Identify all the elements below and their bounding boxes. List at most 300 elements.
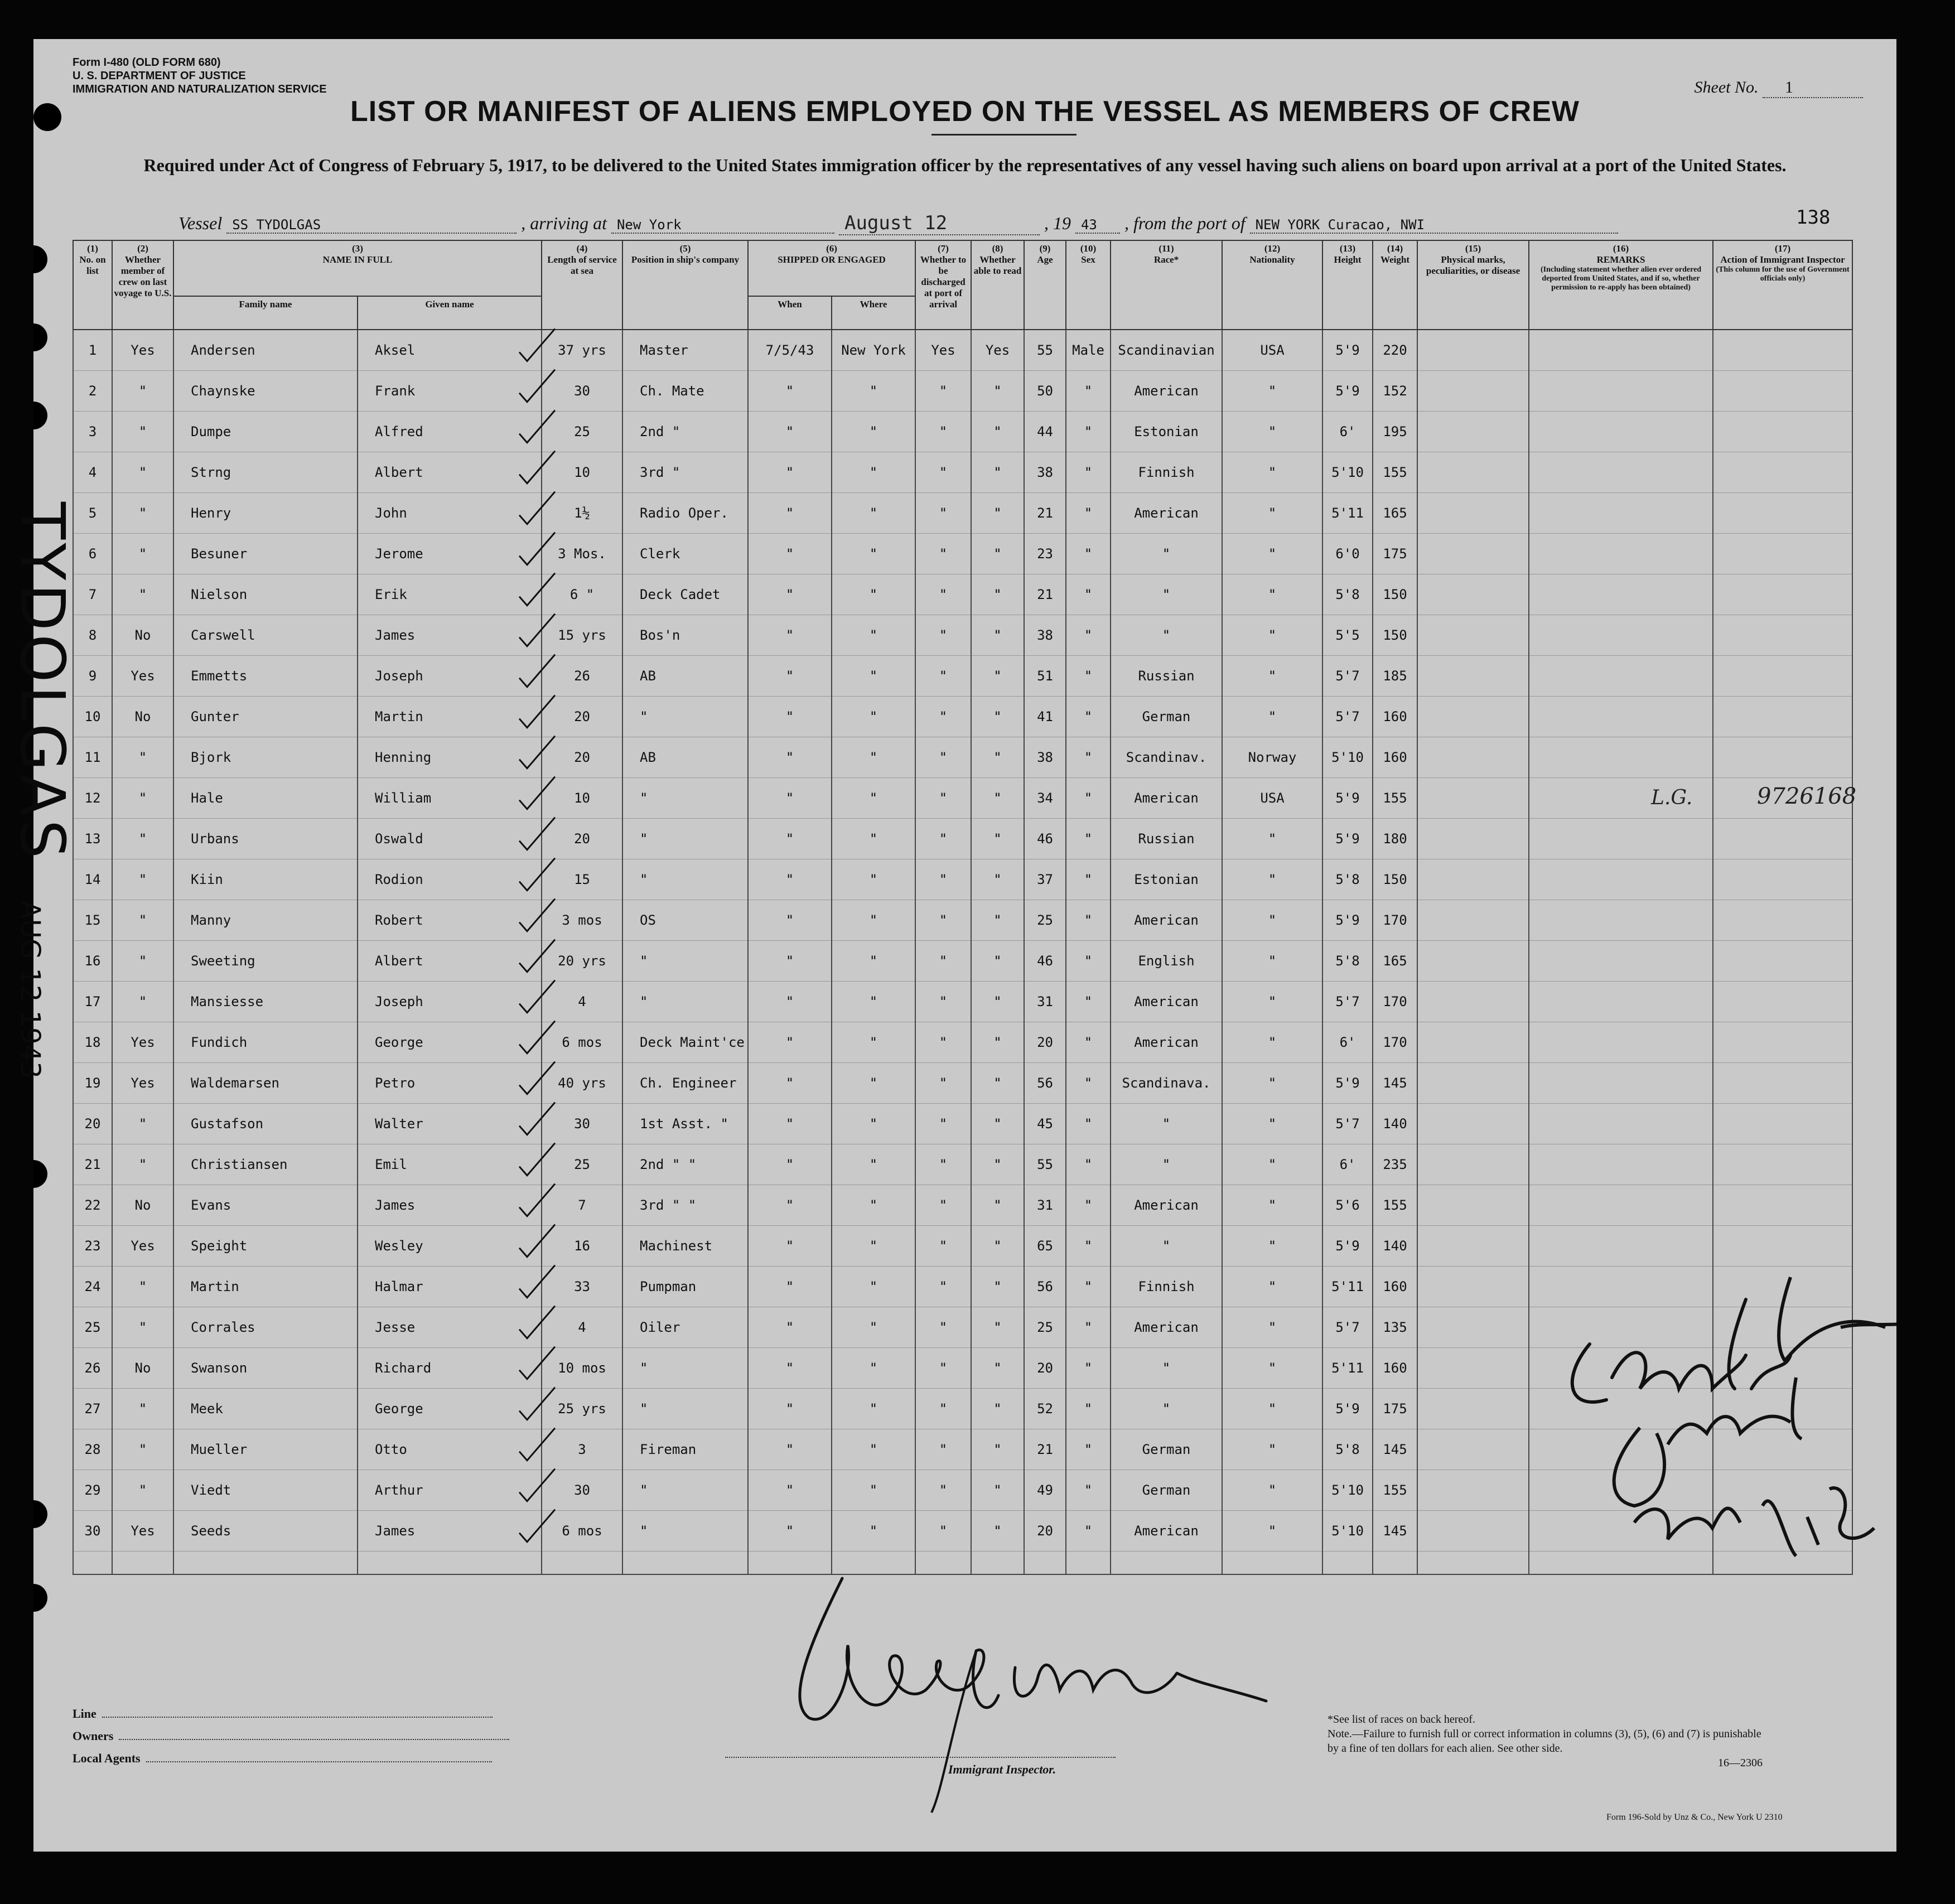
cell-race: " [1111, 574, 1222, 615]
cell-where: " [832, 452, 915, 493]
cell-when: " [748, 1185, 832, 1226]
cell-age: 38 [1024, 615, 1066, 656]
cell-when: " [748, 697, 832, 737]
cell-age: 25 [1024, 1307, 1066, 1348]
cell-discharged: " [915, 1267, 971, 1307]
cell-where: " [832, 697, 915, 737]
check-mark-icon [519, 858, 555, 891]
cell-discharged: " [915, 574, 971, 615]
cell-given-name: Halmar [358, 1267, 542, 1307]
cell-when: " [748, 1307, 832, 1348]
cell-race: Finnish [1111, 452, 1222, 493]
cell-last-voyage: Yes [112, 656, 173, 697]
cell-given-name: Jerome [358, 534, 542, 574]
check-mark-icon [519, 1388, 555, 1420]
cell-age: 21 [1024, 493, 1066, 534]
cell-where: " [832, 656, 915, 697]
cell-position: " [622, 778, 748, 819]
cell-race: American [1111, 1307, 1222, 1348]
cell-nationality: " [1222, 1104, 1322, 1144]
cell-family-name: Dumpe [173, 412, 358, 452]
cell-age: 52 [1024, 1389, 1066, 1429]
check-mark-icon [519, 573, 555, 606]
cell-discharged: " [915, 452, 971, 493]
cell-discharged: " [915, 656, 971, 697]
cell-weight: 150 [1373, 615, 1417, 656]
cell-service: 6 " [542, 574, 622, 615]
inspector-signature-line [725, 1757, 1116, 1758]
cell-service: 10 [542, 778, 622, 819]
cell-position: Bos'n [622, 615, 748, 656]
check-mark-icon [519, 328, 555, 361]
cell-height: 6' [1322, 1144, 1373, 1185]
cell-nationality: " [1222, 859, 1322, 900]
cell-when: " [748, 1226, 832, 1267]
cell-race: German [1111, 1470, 1222, 1511]
cell-service: 4 [542, 1307, 622, 1348]
cell-no: 28 [73, 1429, 112, 1470]
cell-race: German [1111, 1429, 1222, 1470]
cell-no: 26 [73, 1348, 112, 1389]
arrival-port: New York [611, 217, 834, 234]
cell-weight: 150 [1373, 859, 1417, 900]
cell-height: 5'6 [1322, 1185, 1373, 1226]
cell-nationality: " [1222, 1226, 1322, 1267]
cell-no: 27 [73, 1389, 112, 1429]
cell-height: 5'9 [1322, 900, 1373, 941]
cell-can-read: " [971, 941, 1024, 982]
check-mark-icon [519, 777, 555, 809]
cell-position: 2nd " [622, 412, 748, 452]
col-shipped-header: (6) SHIPPED OR ENGAGED [748, 240, 915, 296]
cell-last-voyage: Yes [112, 1063, 173, 1104]
col-age-header: (9) Age [1024, 240, 1066, 330]
cell-given-name: Oswald [358, 819, 542, 859]
cell-sex: " [1066, 615, 1111, 656]
cell-weight: 155 [1373, 778, 1417, 819]
cell-where: " [832, 1511, 915, 1552]
cell-when: " [748, 900, 832, 941]
cell-discharged: " [915, 1307, 971, 1348]
check-mark-icon [519, 695, 555, 728]
cell-nationality: " [1222, 1511, 1322, 1552]
cell-sex: " [1066, 1022, 1111, 1063]
cell-nationality: " [1222, 574, 1322, 615]
cell-position: " [622, 1348, 748, 1389]
check-mark-icon [519, 1469, 555, 1501]
cell-race: American [1111, 1511, 1222, 1552]
cell-where: " [832, 900, 915, 941]
cell-height: 5'7 [1322, 1307, 1373, 1348]
cell-height: 5'9 [1322, 330, 1373, 371]
cell-family-name: Seeds [173, 1511, 358, 1552]
cell-no: 20 [73, 1104, 112, 1144]
cell-discharged: " [915, 615, 971, 656]
cell-last-voyage: " [112, 1389, 173, 1429]
cell-last-voyage: Yes [112, 330, 173, 371]
cell-height: 5'7 [1322, 982, 1373, 1022]
cell-can-read: " [971, 1226, 1024, 1267]
col-when-header: When [748, 296, 832, 330]
cell-service: 20 [542, 697, 622, 737]
cell-nationality: " [1222, 615, 1322, 656]
cell-height: 5'9 [1322, 819, 1373, 859]
cell-service: 3 Mos. [542, 534, 622, 574]
cell-can-read: " [971, 1267, 1024, 1307]
cell-race: Scandinavian [1111, 330, 1222, 371]
cell-nationality: " [1222, 656, 1322, 697]
check-mark-icon [519, 980, 555, 1013]
cell-weight: 160 [1373, 697, 1417, 737]
cell-when: " [748, 1144, 832, 1185]
cell-no: 23 [73, 1226, 112, 1267]
cell-last-voyage: " [112, 1267, 173, 1307]
cell-last-voyage: No [112, 615, 173, 656]
vessel-stamp: TYDOLGAS [7, 502, 78, 862]
vessel-name: SS TYDOLGAS [226, 217, 516, 234]
cell-height: 5'10 [1322, 1511, 1373, 1552]
cell-can-read: " [971, 982, 1024, 1022]
cell-last-voyage: " [112, 1429, 173, 1470]
cell-weight: 180 [1373, 819, 1417, 859]
cell-no: 5 [73, 493, 112, 534]
cell-sex: " [1066, 1389, 1111, 1429]
cell-height: 5'9 [1322, 371, 1373, 412]
cell-given-name: John [358, 493, 542, 534]
cell-where: " [832, 982, 915, 1022]
cell-height: 5'5 [1322, 615, 1373, 656]
cell-nationality: " [1222, 412, 1322, 452]
cell-last-voyage: " [112, 737, 173, 778]
cell-nationality: " [1222, 493, 1322, 534]
cell-race: American [1111, 371, 1222, 412]
cell-where: " [832, 1063, 915, 1104]
cell-can-read: " [971, 1022, 1024, 1063]
cell-family-name: Swanson [173, 1348, 358, 1389]
cell-age: 21 [1024, 1429, 1066, 1470]
cell-sex: " [1066, 574, 1111, 615]
footnote: *See list of races on back hereof. Note.—Failure to furnish full or correct information in columns (3), (5), (6) and (7) is punishable by a fine of ten dollars for each alien. See other side. 16—2306 [1328, 1713, 1763, 1769]
cell-given-name: Richard [358, 1348, 542, 1389]
cell-height: 5'7 [1322, 697, 1373, 737]
cell-service: 20 [542, 737, 622, 778]
cell-family-name: Mueller [173, 1429, 358, 1470]
cell-last-voyage: " [112, 1104, 173, 1144]
cell-weight: 170 [1373, 900, 1417, 941]
cell-discharged: " [915, 778, 971, 819]
cell-discharged: " [915, 941, 971, 982]
cell-race: Scandinav. [1111, 737, 1222, 778]
cell-service: 16 [542, 1226, 622, 1267]
cell-last-voyage: Yes [112, 1226, 173, 1267]
cell-no: 10 [73, 697, 112, 737]
check-mark-icon [519, 818, 555, 850]
cell-given-name: Walter [358, 1104, 542, 1144]
cell-last-voyage: " [112, 941, 173, 982]
col-nationality-header: (12) Nationality [1222, 240, 1322, 330]
cell-age: 38 [1024, 452, 1066, 493]
cell-age: 46 [1024, 819, 1066, 859]
cell-service: 7 [542, 1185, 622, 1226]
cell-no: 14 [73, 859, 112, 900]
cell-discharged: " [915, 534, 971, 574]
cell-height: 6' [1322, 1022, 1373, 1063]
check-mark-icon [519, 1265, 555, 1298]
cell-family-name: Viedt [173, 1470, 358, 1511]
cell-height: 5'11 [1322, 1348, 1373, 1389]
cell-sex: " [1066, 859, 1111, 900]
cell-given-name: Albert [358, 452, 542, 493]
cell-last-voyage: " [112, 982, 173, 1022]
cell-given-name: James [358, 615, 542, 656]
service-name: IMMIGRATION AND NATURALIZATION SERVICE [73, 83, 327, 95]
cell-position: Deck Cadet [622, 574, 748, 615]
cell-family-name: Sweeting [173, 941, 358, 982]
cell-family-name: Gunter [173, 697, 358, 737]
cell-race: English [1111, 941, 1222, 982]
cell-position: AB [622, 656, 748, 697]
cell-sex: " [1066, 412, 1111, 452]
department-name: U. S. DEPARTMENT OF JUSTICE [73, 70, 246, 82]
cell-when: " [748, 1389, 832, 1429]
cell-can-read: " [971, 1511, 1024, 1552]
cell-sex: " [1066, 737, 1111, 778]
cell-weight: 165 [1373, 941, 1417, 982]
cell-family-name: Carswell [173, 615, 358, 656]
cell-service: 30 [542, 1470, 622, 1511]
cell-age: 49 [1024, 1470, 1066, 1511]
cell-position: " [622, 1511, 748, 1552]
col-family-name-header: Family name [173, 296, 358, 330]
cell-nationality: " [1222, 452, 1322, 493]
cell-last-voyage: " [112, 1470, 173, 1511]
cell-weight: 155 [1373, 1470, 1417, 1511]
cell-can-read: " [971, 574, 1024, 615]
cell-age: 34 [1024, 778, 1066, 819]
cell-given-name: George [358, 1022, 542, 1063]
cell-nationality: " [1222, 982, 1322, 1022]
cell-where: New York [832, 330, 915, 371]
cell-family-name: Meek [173, 1389, 358, 1429]
cell-given-name: Otto [358, 1429, 542, 1470]
document-title: LIST OR MANIFEST OF ALIENS EMPLOYED ON THE VESSEL AS MEMBERS OF CREW [350, 95, 1580, 128]
cell-discharged: " [915, 1470, 971, 1511]
cell-no: 21 [73, 1144, 112, 1185]
cell-when: " [748, 778, 832, 819]
check-mark-icon [519, 533, 555, 565]
col-last-voyage-header: (2) Whether member of crew on last voyage to U.S. [112, 240, 173, 330]
cell-race: American [1111, 982, 1222, 1022]
cell-discharged: " [915, 1511, 971, 1552]
cell-no: 13 [73, 819, 112, 859]
cell-can-read: " [971, 1104, 1024, 1144]
cell-nationality: " [1222, 941, 1322, 982]
cell-given-name: Joseph [358, 982, 542, 1022]
cell-height: 5'9 [1322, 1226, 1373, 1267]
cell-age: 41 [1024, 697, 1066, 737]
check-mark-icon [519, 655, 555, 687]
cell-sex: " [1066, 493, 1111, 534]
col-discharged-header: (7) Whether to be discharged at port of arrival [915, 240, 971, 330]
col-name-header: (3) NAME IN FULL [173, 240, 542, 296]
cell-when: " [748, 534, 832, 574]
cell-nationality: " [1222, 1185, 1322, 1226]
cell-given-name: Wesley [358, 1226, 542, 1267]
cell-age: 65 [1024, 1226, 1066, 1267]
cell-family-name: Manny [173, 900, 358, 941]
cell-last-voyage: Yes [112, 1511, 173, 1552]
cell-where: " [832, 1104, 915, 1144]
cell-no: 25 [73, 1307, 112, 1348]
cell-height: 5'8 [1322, 859, 1373, 900]
cell-where: " [832, 819, 915, 859]
cell-service: 6 mos [542, 1511, 622, 1552]
cell-can-read: " [971, 534, 1024, 574]
cell-when: " [748, 1022, 832, 1063]
cell-when: 7/5/43 [748, 330, 832, 371]
cell-height: 5'10 [1322, 737, 1373, 778]
cell-can-read: " [971, 1144, 1024, 1185]
cell-age: 38 [1024, 737, 1066, 778]
cell-weight: 145 [1373, 1063, 1417, 1104]
cell-weight: 165 [1373, 493, 1417, 534]
owners-field: Owners [73, 1729, 509, 1743]
cell-race: " [1111, 1144, 1222, 1185]
cell-discharged: " [915, 1185, 971, 1226]
cell-discharged: " [915, 1429, 971, 1470]
cell-weight: 160 [1373, 737, 1417, 778]
cell-family-name: Urbans [173, 819, 358, 859]
cell-given-name: Henning [358, 737, 542, 778]
cell-age: 20 [1024, 1022, 1066, 1063]
cell-discharged: " [915, 1104, 971, 1144]
cell-can-read: " [971, 371, 1024, 412]
cell-no: 19 [73, 1063, 112, 1104]
check-mark-icon [519, 1021, 555, 1054]
cell-service: 3 [542, 1429, 622, 1470]
cell-given-name: Alfred [358, 412, 542, 452]
departure-port: NEW YORK Curacao, NWI [1250, 217, 1618, 234]
col-where-header: Where [832, 296, 915, 330]
cell-service: 6 mos [542, 1022, 622, 1063]
col-race-header: (11) Race* [1111, 240, 1222, 330]
cell-position: Oiler [622, 1307, 748, 1348]
cell-service: 1½ [542, 493, 622, 534]
check-mark-icon [519, 1143, 555, 1176]
cell-given-name: Joseph [358, 656, 542, 697]
cell-last-voyage: No [112, 697, 173, 737]
cell-can-read: " [971, 1389, 1024, 1429]
cell-sex: " [1066, 982, 1111, 1022]
cell-sex: " [1066, 534, 1111, 574]
cell-height: 5'8 [1322, 574, 1373, 615]
col-sex-header: (10) Sex [1066, 240, 1111, 330]
cell-no: 6 [73, 534, 112, 574]
cell-last-voyage: " [112, 859, 173, 900]
cell-when: " [748, 941, 832, 982]
cell-last-voyage: " [112, 1144, 173, 1185]
cell-discharged: " [915, 1063, 971, 1104]
cell-can-read: " [971, 493, 1024, 534]
cell-family-name: Chaynske [173, 371, 358, 412]
cell-where: " [832, 1226, 915, 1267]
cell-height: 5'8 [1322, 1429, 1373, 1470]
cell-last-voyage: " [112, 574, 173, 615]
cell-family-name: Nielson [173, 574, 358, 615]
cell-discharged: " [915, 1144, 971, 1185]
cell-service: 40 yrs [542, 1063, 622, 1104]
cell-race: American [1111, 778, 1222, 819]
cell-family-name: Andersen [173, 330, 358, 371]
cell-weight: 220 [1373, 330, 1417, 371]
cell-discharged: " [915, 412, 971, 452]
cell-no: 22 [73, 1185, 112, 1226]
col-given-name-header: Given name [358, 296, 542, 330]
cell-service: 37 yrs [542, 330, 622, 371]
cell-last-voyage: " [112, 452, 173, 493]
cell-race: " [1111, 615, 1222, 656]
cell-position: Master [622, 330, 748, 371]
cell-last-voyage: " [112, 534, 173, 574]
cell-last-voyage: " [112, 1307, 173, 1348]
col-height-header: (13) Height [1322, 240, 1373, 330]
check-mark-icon [519, 1428, 555, 1461]
check-mark-icon [519, 1306, 555, 1338]
cell-family-name: Henry [173, 493, 358, 534]
cell-position: Pumpman [622, 1267, 748, 1307]
cell-where: " [832, 371, 915, 412]
cell-service: 33 [542, 1267, 622, 1307]
check-mark-icon [519, 899, 555, 931]
cell-age: 31 [1024, 982, 1066, 1022]
cell-when: " [748, 737, 832, 778]
cell-last-voyage: " [112, 412, 173, 452]
cell-position: Clerk [622, 534, 748, 574]
cell-no: 2 [73, 371, 112, 412]
cell-position: AB [622, 737, 748, 778]
cell-service: 10 [542, 452, 622, 493]
cell-weight: 170 [1373, 982, 1417, 1022]
cell-nationality: USA [1222, 330, 1322, 371]
check-mark-icon [519, 1184, 555, 1216]
cell-sex: " [1066, 1104, 1111, 1144]
cell-race: American [1111, 1185, 1222, 1226]
cell-weight: 140 [1373, 1226, 1417, 1267]
cell-no: 29 [73, 1470, 112, 1511]
cell-race: " [1111, 1104, 1222, 1144]
cell-family-name: Gustafson [173, 1104, 358, 1144]
cell-discharged: " [915, 697, 971, 737]
cell-height: 5'9 [1322, 1063, 1373, 1104]
check-mark-icon [519, 614, 555, 646]
cell-age: 20 [1024, 1348, 1066, 1389]
col-action-header: (17) Action of Immigrant Inspector (This column for the use of Government officials only) [1713, 240, 1852, 330]
cell-age: 31 [1024, 1185, 1066, 1226]
cell-when: " [748, 1511, 832, 1552]
cell-height: 5'8 [1322, 941, 1373, 982]
col-remarks-header: (16) REMARKS (Including statement whether alien ever ordered deported from United States, and if so, whether permission to re-apply has been obtained) [1529, 240, 1713, 330]
cell-sex: " [1066, 1226, 1111, 1267]
cell-given-name: William [358, 778, 542, 819]
cell-nationality: " [1222, 534, 1322, 574]
cell-family-name: Kiin [173, 859, 358, 900]
cell-given-name: George [358, 1389, 542, 1429]
cell-height: 6' [1322, 412, 1373, 452]
cell-weight: 170 [1373, 1022, 1417, 1063]
cell-sex: Male [1066, 330, 1111, 371]
cell-can-read: " [971, 859, 1024, 900]
col-weight-header: (14) Weight [1373, 240, 1417, 330]
